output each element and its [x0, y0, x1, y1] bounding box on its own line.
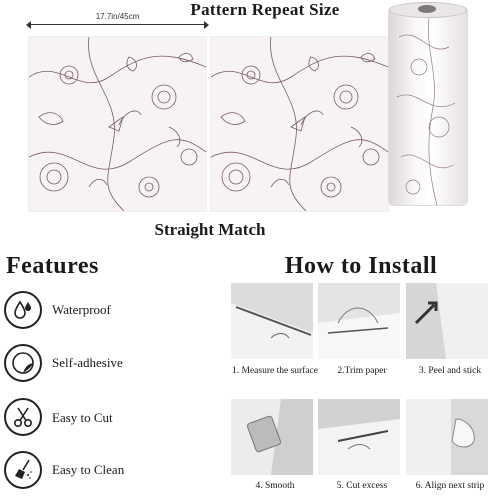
- water-drop-icon: [4, 291, 42, 329]
- pattern-dimension-label: 17.7in/45cm: [95, 12, 140, 21]
- step-peel-image: [406, 283, 488, 359]
- floral-pattern: [29, 37, 206, 211]
- pattern-tile-left: [28, 36, 207, 212]
- step-5-label: 5. Cut excess: [336, 481, 388, 491]
- step-3-label: 3. Peel and stick: [418, 366, 482, 376]
- features-heading: Features: [6, 253, 99, 279]
- step-measure-image: [231, 283, 313, 359]
- straight-match-label: Straight Match: [154, 220, 266, 239]
- step-cut-excess-image: [318, 399, 400, 475]
- feature-waterproof: Waterproof: [52, 302, 111, 317]
- roll-pattern: [389, 7, 467, 205]
- roll-core: [418, 5, 436, 13]
- floral-pattern: [211, 37, 388, 211]
- feature-self-adhesive: Self-adhesive: [52, 355, 123, 370]
- step-4-label: 4. Smooth: [255, 481, 295, 491]
- step-trim-image: [318, 283, 400, 359]
- step-1-label: 1. Measure the surface: [232, 366, 318, 376]
- step-6-label: 6. Align next strip: [415, 481, 485, 491]
- broom-icon: [4, 451, 42, 489]
- step-smooth-image: [231, 399, 313, 475]
- dimension-arrow: [28, 24, 207, 25]
- install-heading: How to Install: [284, 253, 438, 279]
- wallpaper-roll: [388, 6, 468, 206]
- feature-easy-to-clean: Easy to Clean: [52, 462, 125, 477]
- feature-easy-to-cut: Easy to Cut: [52, 410, 113, 425]
- pattern-tile-right: [210, 36, 389, 212]
- step-2-label: 2.Trim paper: [337, 366, 387, 376]
- peel-sticker-icon: [4, 344, 42, 382]
- pattern-repeat-title: Pattern Repeat Size: [190, 0, 340, 19]
- step-align-image: [406, 399, 488, 475]
- scissors-icon: [4, 398, 42, 436]
